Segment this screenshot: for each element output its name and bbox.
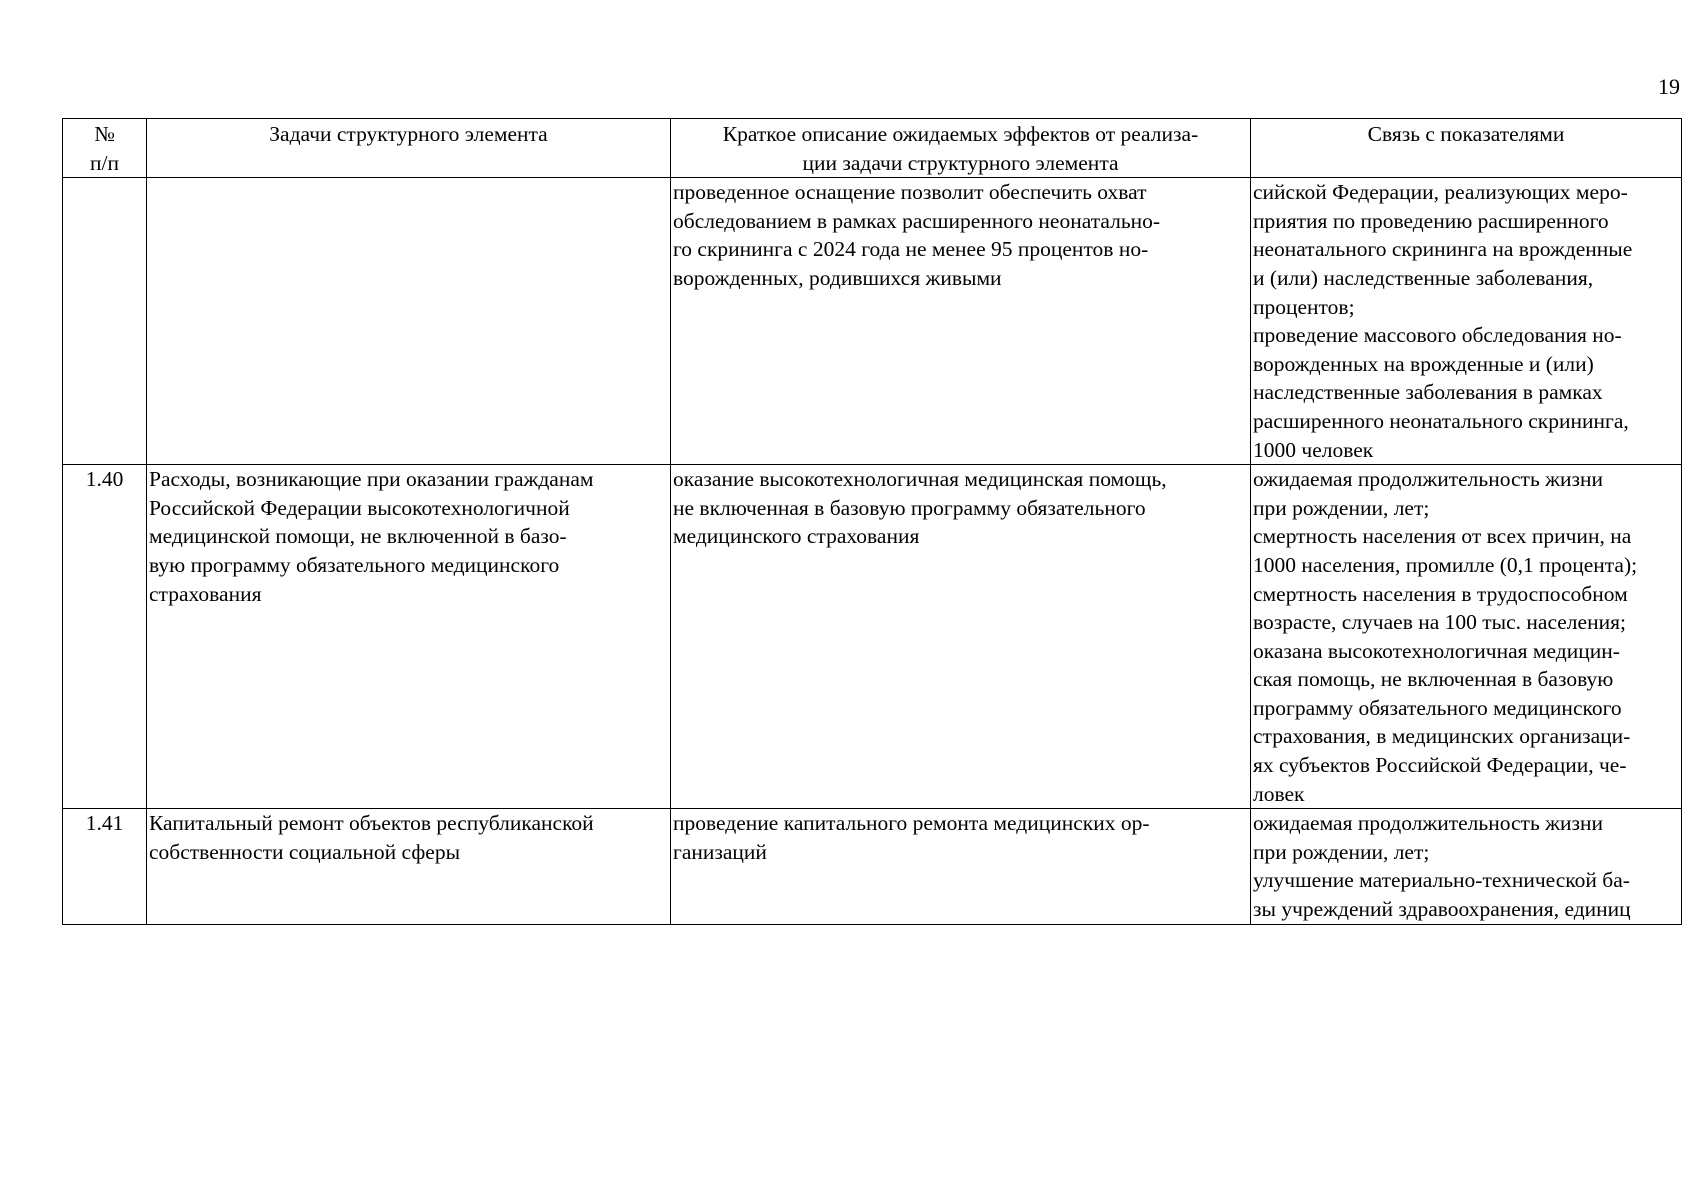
header-num-line: п/п <box>90 150 119 175</box>
task-line: медицинской помощи, не включенной в базо- <box>149 524 567 549</box>
link-line: ожидаемая продолжительность жизни <box>1253 467 1603 492</box>
row-task <box>147 465 671 809</box>
row-desc <box>671 809 1251 924</box>
link-line: зы учреждений здравоохранения, единиц <box>1253 897 1631 922</box>
row-num <box>63 178 147 465</box>
table-header <box>63 119 1682 178</box>
link-line: приятия по проведению расширенного <box>1253 208 1609 233</box>
row-link <box>1251 465 1682 809</box>
row-num: 1.41 <box>63 809 147 924</box>
header-desc-line: Краткое описание ожидаемых эффектов от реализа- <box>722 122 1199 146</box>
task-line: собственности социальной сферы <box>149 839 461 864</box>
header-num-line: № <box>94 122 115 146</box>
header-task <box>147 119 671 178</box>
row-desc <box>671 178 1251 465</box>
link-line: 1000 населения, промилле (0,1 процента); <box>1253 552 1638 577</box>
header-link <box>1251 119 1682 178</box>
link-line: страхования, в медицинских организаци- <box>1253 724 1631 749</box>
row-task <box>147 178 671 465</box>
task-line: страхования <box>149 581 262 606</box>
desc-line: обследованием в рамках расширенного неонатально- <box>673 208 1161 233</box>
link-line: оказана высокотехнологичная медицин- <box>1253 638 1620 663</box>
desc-line: го скрининга с 2024 года не менее 95 процентов но- <box>673 237 1149 262</box>
desc-line: ганизаций <box>673 839 767 864</box>
header-desc-line: ции задачи структурного элемента <box>802 150 1119 175</box>
header-num <box>63 119 147 178</box>
header-desc <box>671 119 1251 178</box>
link-line: сийской Федерации, реализующих меро- <box>1253 180 1628 205</box>
link-line: расширенного неонатального скрининга, <box>1253 408 1629 433</box>
link-line: проведение массового обследования но- <box>1253 323 1622 348</box>
desc-line: проведенное оснащение позволит обеспечить охват <box>673 180 1147 205</box>
header-task-line: Задачи структурного элемента <box>269 122 548 146</box>
link-line: 1000 человек <box>1253 437 1374 462</box>
table-body <box>63 178 1682 924</box>
link-line: и (или) наследственные заболевания, <box>1253 265 1594 290</box>
link-line: неонатального скрининга на врожденные <box>1253 237 1633 262</box>
link-line: наследственные заболевания в рамках <box>1253 380 1603 405</box>
link-line: при рождении, лет; <box>1253 839 1430 864</box>
link-line: смертность населения от всех причин, на <box>1253 524 1632 549</box>
desc-line: ворожденных, родившихся живыми <box>673 265 1002 290</box>
link-line: процентов; <box>1253 294 1355 319</box>
desc-line: проведение капитального ремонта медицинских ор- <box>673 811 1150 836</box>
desc-line: медицинского страхования <box>673 524 920 549</box>
link-line: ская помощь, не включенная в базовую <box>1253 667 1614 692</box>
table-row <box>63 809 1682 924</box>
row-task <box>147 809 671 924</box>
task-line: Российской Федерации высокотехнологичной <box>149 495 570 520</box>
desc-line: не включенная в базовую программу обязательного <box>673 495 1146 520</box>
row-link <box>1251 178 1682 465</box>
link-line: улучшение материально-технической ба- <box>1253 868 1630 893</box>
task-line: вую программу обязательного медицинского <box>149 552 560 577</box>
link-line: при рождении, лет; <box>1253 495 1430 520</box>
link-line: ожидаемая продолжительность жизни <box>1253 811 1603 836</box>
link-line: ворожденных на врожденные и (или) <box>1253 351 1594 376</box>
link-line: ловек <box>1253 781 1305 806</box>
row-link <box>1251 809 1682 924</box>
desc-line: оказание высокотехнологичная медицинская помощь, <box>673 467 1167 492</box>
table-row <box>63 465 1682 809</box>
tasks-table <box>62 118 1682 925</box>
link-line: смертность населения в трудоспособном <box>1253 581 1628 606</box>
header-row <box>63 119 1682 178</box>
page-number: 19 <box>1658 74 1680 99</box>
task-line: Расходы, возникающие при оказании гражданам <box>149 467 594 492</box>
row-desc <box>671 465 1251 809</box>
row-num: 1.40 <box>63 465 147 809</box>
header-link-line: Связь с показателями <box>1367 122 1565 146</box>
table-row <box>63 178 1682 465</box>
link-line: ях субъектов Российской Федерации, че- <box>1253 753 1627 778</box>
link-line: возрасте, случаев на 100 тыс. населения; <box>1253 610 1626 635</box>
task-line: Капитальный ремонт объектов республиканской <box>149 811 594 836</box>
link-line: программу обязательного медицинского <box>1253 695 1622 720</box>
